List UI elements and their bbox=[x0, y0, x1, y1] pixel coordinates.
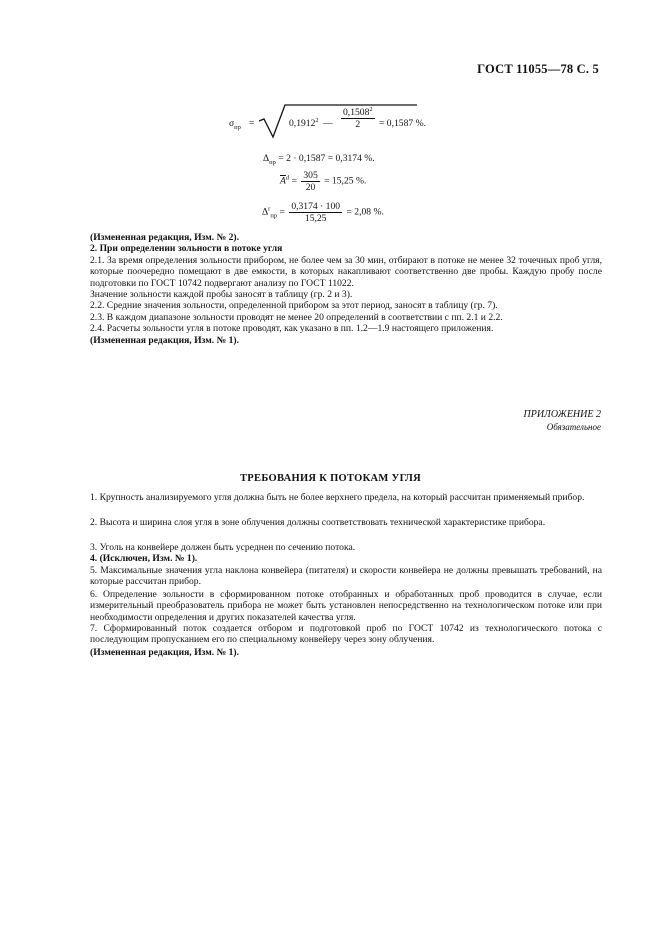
formula-sigma: $\sigma_{пр}$ = 0,1912$^2$ — $\frac{0,1508^2}{2}$ = 0,1587 %. bbox=[229, 103, 489, 143]
formula-ash-average: $\overline{A}^d$ = $\frac{305}{20}$ = 15,25 %. bbox=[280, 170, 367, 193]
paragraph-2-1b: Значение зольности каждой пробы заносят в таблицу (гр. 2 и 3). bbox=[90, 289, 353, 300]
edit-note-2: (Измененная редакция, Изм. № 2). bbox=[90, 232, 240, 243]
sigma-fraction: $\frac{0,1508^2}{2}$ bbox=[343, 105, 373, 130]
appendix-status: Обязательное bbox=[546, 422, 601, 432]
req-1: 1. Крупность анализируемого угля должна быть не более верхнего предела, на который рассчитан применяемый прибор. bbox=[90, 492, 585, 503]
req-2: 2. Высота и ширина слоя угля в зоне облучения должны соответствовать технической характеристике прибора. bbox=[90, 517, 546, 528]
appendix-title: ТРЕБОВАНИЯ К ПОТОКАМ УГЛЯ bbox=[240, 473, 421, 484]
formula-delta: $\Delta_{пр} = 2 \cdot 0,1587 = 0,3174$ %. bbox=[263, 153, 375, 166]
appendix-label: ПРИЛОЖЕНИЕ 2 bbox=[523, 409, 601, 420]
req-5: 5. Максимальные значения угла наклона конвейера (питателя) и скорости конвейера не должны превышать требований, на которые рассчитан прибор. bbox=[90, 565, 602, 588]
paragraph-2-2: 2.2. Средние значения зольности, определенной прибором за этот период, заносят в таблицу (гр. 7). bbox=[90, 300, 498, 311]
minus-sign: — bbox=[323, 118, 333, 129]
paragraph-2-4: 2.4. Расчеты зольности угля в потоке проводят, как указано в пп. 1.2—1.9 настоящего приложения. bbox=[90, 323, 494, 334]
paragraph-2-3: 2.3. В каждом диапазоне зольности проводят не менее 20 определений в соответствии с пп. 2.1 и 2.2. bbox=[90, 312, 503, 323]
sigma-result: = 0,1587 %. bbox=[379, 118, 426, 129]
sigma-symbol: $\sigma_{пр}$ bbox=[229, 118, 241, 131]
paragraph-2-1: 2.1. За время определения зольности прибором, не более чем за 30 мин, отбирают в потоке не менее 32 точечных проб угля, которые поочередно помещают в две емкости, в которых накапливают соответственно две пробы. Каждую пробу после подготовки по ГОСТ 10742 подвергают анализу по ГОСТ 11022. bbox=[90, 255, 602, 289]
page-header: ГОСТ 11055—78 С. 5 bbox=[477, 62, 599, 76]
edit-note-appendix: (Измененная редакция, Изм. № 1). bbox=[90, 647, 240, 658]
req-6: 6. Определение зольности в сформированном потоке отобранных и обработанных проб проводится в случае, если измерительный преобразователь прибора не может быть установлен непосредственно на технологическом потоке или при необходимости определения и других показателей качества угля. bbox=[90, 589, 602, 623]
sigma-term1: 0,1912$^2$ bbox=[289, 116, 319, 129]
edit-note-1: (Измененная редакция, Изм. № 1). bbox=[90, 335, 240, 346]
section-2-heading: 2. При определении зольности в потоке угля bbox=[90, 243, 283, 254]
req-7: 7. Сформированный поток создается отбором и подготовкой проб по ГОСТ 10742 из технологического потока с последующим пропусканием его по специальному конвейеру через зону облучения. bbox=[90, 623, 602, 646]
req-4: 4. (Исключен, Изм. № 1). bbox=[90, 553, 198, 564]
req-3: 3. Уголь на конвейере должен быть усреднен по сечению потока. bbox=[90, 542, 356, 553]
formula-relative-delta: $\Delta^r_{пр}$ = $\frac{0,3174 \cdot 100}{15,25}$ = 2,08 %. bbox=[262, 201, 384, 224]
